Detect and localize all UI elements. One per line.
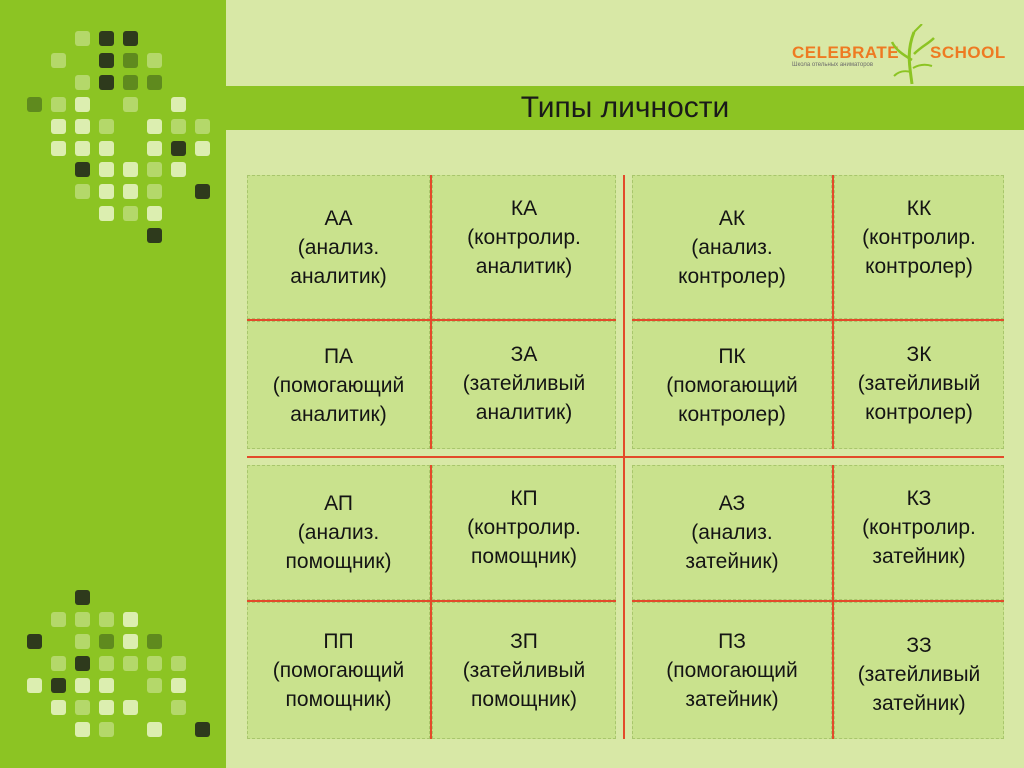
type-code: АЗ bbox=[718, 492, 746, 515]
type-desc-line2: затейник) bbox=[872, 692, 966, 715]
type-cell bbox=[247, 602, 430, 739]
decor-square bbox=[27, 678, 42, 693]
decor-square bbox=[75, 722, 90, 737]
type-code: КЗ bbox=[906, 487, 932, 510]
type-code: КП bbox=[510, 487, 538, 510]
decor-square bbox=[75, 31, 90, 46]
type-desc-line1: (затейливый bbox=[857, 372, 981, 395]
decor-square bbox=[123, 656, 138, 671]
type-desc-line2: помощник) bbox=[471, 688, 577, 711]
type-cell bbox=[834, 465, 1004, 600]
type-cell bbox=[632, 175, 832, 319]
decor-square bbox=[147, 53, 162, 68]
decor-square bbox=[51, 612, 66, 627]
decor-square bbox=[123, 53, 138, 68]
decor-square bbox=[123, 634, 138, 649]
decor-square bbox=[99, 634, 114, 649]
decor-square bbox=[123, 97, 138, 112]
type-cell bbox=[247, 321, 430, 449]
type-desc-line2: затейник) bbox=[872, 545, 966, 568]
type-code: КК bbox=[906, 197, 932, 220]
center-divider-horizontal bbox=[247, 456, 1004, 458]
type-code: ПП bbox=[323, 630, 354, 653]
decor-square bbox=[147, 75, 162, 90]
decor-square bbox=[123, 206, 138, 221]
quadrant-divider-vertical bbox=[832, 175, 834, 449]
type-desc-line1: (контролир. bbox=[862, 226, 976, 249]
type-desc-line2: контролер) bbox=[678, 402, 786, 426]
type-cell bbox=[834, 321, 1004, 449]
type-desc-line1: (помогающий bbox=[272, 659, 405, 682]
type-cell bbox=[632, 465, 832, 600]
decor-square bbox=[51, 141, 66, 156]
decor-square bbox=[195, 141, 210, 156]
type-desc-line1: (анализ. bbox=[691, 235, 773, 259]
decor-square bbox=[171, 141, 186, 156]
decor-square bbox=[171, 700, 186, 715]
decor-square bbox=[171, 678, 186, 693]
decor-square bbox=[51, 700, 66, 715]
type-desc-line1: (контролир. bbox=[862, 516, 976, 539]
logo-tagline: Школа отельных аниматоров bbox=[792, 62, 874, 68]
decor-square bbox=[75, 656, 90, 671]
decor-square bbox=[99, 141, 114, 156]
type-desc-line2: помощник) bbox=[471, 545, 577, 568]
type-desc-line1: (помогающий bbox=[666, 659, 798, 682]
type-desc-line2: контролер) bbox=[865, 401, 973, 424]
quadrant-divider-horizontal bbox=[247, 600, 616, 602]
type-cell bbox=[432, 321, 616, 449]
decor-square bbox=[147, 634, 162, 649]
type-desc-line1: (затейливый bbox=[462, 659, 586, 682]
decor-square bbox=[75, 162, 90, 177]
decor-square bbox=[147, 184, 162, 199]
quadrant-divider-vertical bbox=[832, 465, 834, 739]
type-desc-line1: (помогающий bbox=[272, 373, 405, 397]
decor-square bbox=[75, 700, 90, 715]
type-cell bbox=[432, 465, 616, 600]
decor-square bbox=[75, 75, 90, 90]
type-cell bbox=[247, 465, 430, 600]
decor-square bbox=[99, 612, 114, 627]
decor-square bbox=[195, 119, 210, 134]
quadrant-divider-horizontal bbox=[632, 319, 1004, 321]
type-code: ЗК bbox=[906, 343, 932, 366]
decor-square bbox=[75, 119, 90, 134]
type-code: АП bbox=[324, 492, 353, 515]
decor-square bbox=[51, 678, 66, 693]
decor-square bbox=[51, 656, 66, 671]
type-cell bbox=[632, 602, 832, 739]
decor-square bbox=[99, 31, 114, 46]
decor-square bbox=[51, 97, 66, 112]
type-cell bbox=[432, 175, 616, 319]
decor-square bbox=[27, 97, 42, 112]
decor-square bbox=[75, 184, 90, 199]
type-cell bbox=[432, 602, 616, 739]
decor-square bbox=[147, 722, 162, 737]
decor-square bbox=[123, 162, 138, 177]
decor-square bbox=[99, 162, 114, 177]
quadrant-divider-horizontal bbox=[247, 319, 616, 321]
type-desc-line2: помощник) bbox=[285, 688, 392, 711]
type-code: ЗА bbox=[510, 343, 538, 366]
type-desc-line1: (затейливый bbox=[462, 372, 586, 395]
type-desc-line2: контролер) bbox=[678, 264, 786, 288]
decor-square bbox=[75, 590, 90, 605]
decor-square bbox=[75, 678, 90, 693]
decor-square bbox=[195, 722, 210, 737]
decor-square bbox=[51, 119, 66, 134]
title-bar bbox=[226, 86, 1024, 130]
type-code: ПЗ bbox=[718, 630, 746, 653]
decor-square bbox=[99, 75, 114, 90]
type-cell bbox=[834, 602, 1004, 739]
logo-word-celebrate: CELEBRATE bbox=[792, 43, 900, 62]
type-desc-line1: (помогающий bbox=[666, 373, 798, 397]
quadrant-divider-vertical bbox=[430, 465, 432, 739]
decor-square bbox=[27, 634, 42, 649]
type-cell bbox=[834, 175, 1004, 319]
decor-square bbox=[123, 75, 138, 90]
logo bbox=[790, 26, 1010, 88]
decor-square bbox=[123, 612, 138, 627]
type-code: ПК bbox=[718, 344, 746, 368]
decor-square bbox=[147, 206, 162, 221]
type-desc-line1: (контролир. bbox=[467, 226, 581, 249]
decor-square bbox=[75, 97, 90, 112]
type-desc-line2: затейник) bbox=[685, 550, 779, 573]
decor-square bbox=[171, 97, 186, 112]
type-desc-line2: аналитик) bbox=[290, 402, 387, 426]
decor-square bbox=[75, 612, 90, 627]
decor-square bbox=[75, 141, 90, 156]
decorative-sidebar bbox=[0, 0, 226, 768]
decor-square bbox=[51, 53, 66, 68]
decor-square bbox=[99, 678, 114, 693]
type-desc-line2: помощник) bbox=[285, 550, 392, 573]
decor-square bbox=[75, 634, 90, 649]
decor-square bbox=[99, 656, 114, 671]
type-code: КА bbox=[510, 197, 538, 220]
decor-square bbox=[99, 700, 114, 715]
type-desc-line2: затейник) bbox=[685, 688, 779, 711]
decor-square bbox=[147, 678, 162, 693]
type-desc-line2: аналитик) bbox=[475, 255, 573, 278]
decor-square bbox=[171, 119, 186, 134]
type-desc-line1: (анализ. bbox=[297, 521, 380, 544]
decor-square bbox=[171, 162, 186, 177]
decor-square bbox=[123, 184, 138, 199]
type-cell bbox=[632, 321, 832, 449]
decor-square bbox=[147, 119, 162, 134]
type-desc-line2: контролер) bbox=[865, 255, 973, 278]
type-desc-line2: аналитик) bbox=[475, 401, 573, 424]
type-desc-line2: аналитик) bbox=[290, 264, 387, 288]
decor-square bbox=[147, 656, 162, 671]
decor-square bbox=[99, 184, 114, 199]
type-cell bbox=[247, 175, 430, 319]
type-code: АА bbox=[324, 206, 353, 230]
page-title: Типы личности bbox=[520, 91, 730, 124]
decor-square bbox=[147, 141, 162, 156]
decor-square bbox=[99, 722, 114, 737]
type-code: ЗЗ bbox=[906, 634, 932, 657]
logo-word-school: SCHOOL bbox=[930, 43, 1006, 62]
decor-square bbox=[99, 206, 114, 221]
type-code: АК bbox=[718, 206, 746, 230]
decor-square bbox=[171, 656, 186, 671]
type-code: ПА bbox=[323, 344, 354, 368]
decor-square bbox=[99, 119, 114, 134]
type-code: ЗП bbox=[510, 630, 538, 653]
quadrant-divider-horizontal bbox=[632, 600, 1004, 602]
type-desc-line1: (анализ. bbox=[691, 521, 773, 544]
quadrant-divider-vertical bbox=[430, 175, 432, 449]
decor-square bbox=[123, 700, 138, 715]
decor-square bbox=[147, 228, 162, 243]
decor-square bbox=[147, 162, 162, 177]
decor-square bbox=[195, 184, 210, 199]
decor-square bbox=[99, 53, 114, 68]
type-desc-line1: (затейливый bbox=[857, 663, 981, 686]
type-desc-line1: (контролир. bbox=[467, 516, 581, 539]
decor-square bbox=[123, 31, 138, 46]
type-desc-line1: (анализ. bbox=[297, 235, 380, 259]
